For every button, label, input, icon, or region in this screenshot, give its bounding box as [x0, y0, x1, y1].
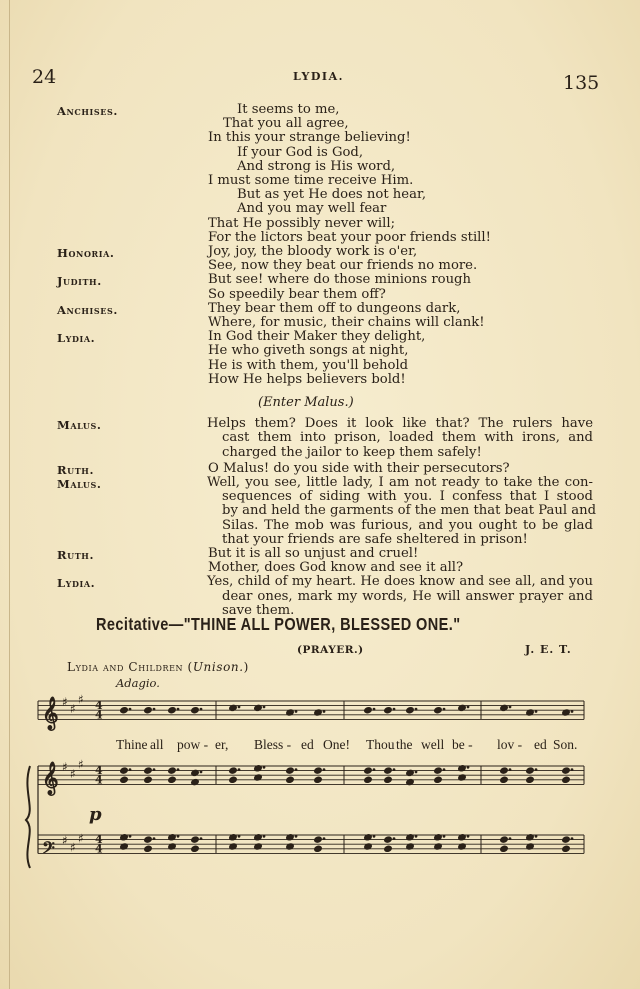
note-dot: [263, 835, 265, 837]
note-head: [384, 836, 393, 843]
dialogue-line: But as yet He does not hear,: [237, 187, 427, 203]
time-sig-bottom: 4: [95, 708, 103, 722]
lyric-syllable: all: [150, 737, 164, 752]
speaker-name: Judith.: [57, 274, 102, 289]
speaker-name: Ruth.: [57, 462, 95, 477]
lyric-syllable: Thou: [366, 737, 395, 752]
dialogue-line: That you all agree,: [223, 116, 349, 132]
dialogue-line: But it is all so unjust and cruel!: [208, 546, 419, 561]
note-head: [500, 776, 509, 783]
lyric-syllable: well: [421, 737, 445, 752]
dialogue-line: Helps them? Does it look like that? The rulers have: [207, 416, 593, 432]
note-dot: [443, 708, 445, 710]
note-dot: [263, 766, 265, 768]
note-head: [364, 776, 373, 783]
key-sharp: ♯: [78, 757, 84, 772]
note-dot: [323, 711, 325, 713]
note-head: [500, 767, 509, 774]
lyric-syllable: ed: [534, 737, 547, 752]
note-head: [286, 776, 295, 783]
note-head: [364, 707, 373, 714]
note-dot: [323, 838, 325, 840]
lyric-syllable: Son.: [553, 737, 578, 752]
note-head: [406, 707, 415, 714]
lyric-syllable: Thine: [116, 737, 148, 752]
lyric-syllable: er,: [215, 737, 229, 752]
note-head: [434, 767, 443, 774]
note-dot: [535, 711, 537, 713]
time-sig-bottom: 4: [95, 773, 103, 787]
note-head: [562, 767, 571, 774]
note-head: [562, 845, 571, 852]
note-dot: [415, 835, 417, 837]
dialogue-line: Well, you see, little lady, I am not ready to take the con-: [207, 475, 593, 490]
note-head: [500, 845, 509, 852]
lyric-syllable: the: [396, 737, 413, 752]
voice-staff: [38, 693, 584, 732]
note-head: [168, 776, 177, 783]
dialogue-line: For the lictors beat your poor friends still!: [208, 229, 491, 245]
note-dot: [509, 838, 511, 840]
dialogue-line: That He possibly never will;: [208, 215, 396, 231]
lyric-syllable: pow -: [177, 737, 209, 752]
note-head: [168, 767, 177, 774]
dialogue-line: How He helps believers bold!: [208, 371, 406, 387]
note-dot: [238, 706, 240, 708]
note-dot: [323, 769, 325, 771]
note-head: [144, 776, 153, 783]
note-head: [120, 767, 129, 774]
lyric-syllable: be -: [452, 737, 473, 752]
dialogue-line: sequences of siding with you. I confess that I stood: [222, 489, 593, 505]
speaker-name: Lydia.: [57, 576, 96, 591]
note-head: [144, 845, 153, 852]
recitative-subtitle: (PRAYER.): [297, 644, 364, 656]
dialogue-line: dear ones, mark my words, He will answer prayer and: [222, 588, 593, 604]
note-dot: [295, 769, 297, 771]
dialogue-line: O Malus! do you side with their persecutors?: [208, 460, 510, 476]
treble-staff: [38, 758, 584, 797]
note-dot: [373, 835, 375, 837]
voices-text: Lydia and Children: [67, 660, 184, 674]
note-dot: [295, 835, 297, 837]
note-dot: [415, 771, 417, 773]
recitative-title: Recitative—"THINE ALL POWER, BLESSED ONE.": [96, 614, 461, 634]
speaker-name: Lydia.: [57, 331, 96, 346]
note-dot: [509, 769, 511, 771]
composer-initials: J. E. T.: [525, 643, 572, 656]
note-dot: [129, 769, 131, 771]
key-sharp: ♯: [70, 701, 76, 716]
note-dot: [373, 708, 375, 710]
dialogue-line: He is with them, you'll behold: [208, 357, 409, 373]
note-dot: [415, 708, 417, 710]
page-number: 135: [563, 72, 600, 94]
dialogue-line: See, now they beat our friends no more.: [208, 258, 478, 274]
time-sig-top: 4: [95, 699, 103, 713]
key-sharp: ♯: [70, 766, 76, 781]
speaker-name: Anchises.: [57, 302, 118, 317]
speaker-name: Malus.: [57, 418, 102, 433]
time-sig-top: 4: [95, 764, 103, 778]
key-sharp: ♯: [62, 760, 68, 774]
note-dot: [467, 706, 469, 708]
stage-direction: (Enter Malus.): [258, 395, 354, 410]
section-page-number: 24: [32, 66, 57, 88]
dialogue-line: He who giveth songs at night,: [208, 343, 409, 359]
note-dot: [153, 708, 155, 710]
note-dot: [200, 708, 202, 710]
note-dot: [177, 708, 179, 710]
note-dot: [263, 706, 265, 708]
note-dot: [153, 769, 155, 771]
note-head: [526, 776, 535, 783]
speaker-name: Ruth.: [57, 548, 95, 562]
time-sig-bottom: 4: [95, 842, 103, 856]
note-head: [384, 776, 393, 783]
dialogue-line: In this your strange believing!: [208, 130, 411, 146]
bass-clef: 𝄢: [42, 837, 55, 862]
dialogue-line: that your friends are safe sheltered in prison!: [222, 531, 528, 547]
note-dot: [393, 708, 395, 710]
note-head: [144, 836, 153, 843]
dialogue-line: Yes, child of my heart. He does know and see all, and you: [207, 574, 593, 590]
dialogue-line: Silas. The mob was furious, and you ought to be glad: [222, 517, 593, 533]
dialogue-line: Mother, does God know and see it all?: [208, 560, 464, 576]
note-head: [144, 707, 153, 714]
note-head: [191, 707, 200, 714]
dialogue-line: by and held the garments of the men that beat Paul and: [222, 503, 597, 519]
note-dot: [467, 766, 469, 768]
key-sharp: ♯: [62, 833, 68, 848]
note-dot: [535, 835, 537, 837]
note-head: [229, 767, 238, 774]
voices-mode: Unison.: [192, 660, 244, 674]
note-dot: [373, 769, 375, 771]
note-head: [191, 845, 200, 852]
note-head: [314, 845, 323, 852]
note-dot: [238, 769, 240, 771]
dialogue-line: They bear them off to dungeons dark,: [208, 300, 461, 316]
note-dot: [238, 835, 240, 837]
note-dot: [153, 838, 155, 840]
lyric-syllable: Bless -: [254, 737, 292, 752]
note-head: [168, 707, 177, 714]
note-head: [229, 776, 238, 783]
dialogue-line: I must some time receive Him.: [208, 173, 414, 188]
dialogue-line: So speedily bear them off?: [208, 286, 386, 302]
note-dot: [443, 769, 445, 771]
dialogue-line: And strong is His word,: [237, 158, 396, 174]
note-head: [286, 767, 295, 774]
note-head: [120, 707, 129, 714]
speaker-name: Malus.: [57, 477, 102, 491]
note-dot: [467, 835, 469, 837]
note-dot: [571, 711, 573, 713]
note-dot: [177, 769, 179, 771]
treble-clef: 𝄞: [42, 761, 59, 795]
note-head: [526, 767, 535, 774]
running-title: LYDIA.: [293, 70, 344, 83]
lyric-syllable: One!: [323, 737, 350, 752]
note-head: [364, 767, 373, 774]
note-dot: [295, 711, 297, 713]
speaker-name: Anchises.: [57, 104, 118, 118]
note-dot: [443, 835, 445, 837]
dialogue-line: But see! where do those minions rough: [208, 272, 471, 288]
time-sig-top: 4: [95, 833, 103, 847]
key-sharp: ♯: [70, 840, 76, 855]
lyric-syllable: ed: [301, 737, 314, 752]
note-head: [314, 767, 323, 774]
note-head: [384, 707, 393, 714]
note-head: [562, 776, 571, 783]
note-head: [191, 836, 200, 843]
tempo-marking: Adagio.: [116, 676, 160, 690]
note-dot: [200, 771, 202, 773]
note-dot: [571, 838, 573, 840]
note-head: [500, 836, 509, 843]
dialogue-line: save them.: [222, 602, 295, 618]
dialogue-line: In God their Maker they delight,: [208, 329, 426, 345]
dialogue-line: Joy, joy, the bloody work is o'er,: [208, 244, 418, 259]
treble-clef: 𝄞: [42, 696, 59, 730]
note-dot: [177, 835, 179, 837]
speaker-name: Honoria.: [57, 246, 115, 260]
note-dot: [393, 769, 395, 771]
piano-brace: [26, 766, 30, 868]
note-head: [434, 776, 443, 783]
dynamic-marking: p: [89, 804, 102, 825]
key-sharp: ♯: [78, 692, 84, 707]
note-head: [434, 707, 443, 714]
note-head: [384, 845, 393, 852]
dialogue-line: If your God is God,: [237, 144, 364, 160]
dialogue-line: cast them into prison, loaded them with irons, and: [222, 430, 593, 446]
lyric-syllable: lov -: [497, 737, 523, 752]
note-dot: [200, 838, 202, 840]
note-dot: [509, 706, 511, 708]
note-dot: [129, 708, 131, 710]
key-sharp: ♯: [62, 695, 68, 709]
note-dot: [535, 769, 537, 771]
note-head: [314, 836, 323, 843]
note-head: [120, 776, 129, 783]
note-head: [144, 767, 153, 774]
note-dot: [393, 838, 395, 840]
voices-label: Lydia and Children (Unison.): [67, 660, 249, 674]
dialogue-line: charged the jailor to keep them safely!: [222, 444, 482, 460]
dialogue-line: And you may well fear: [237, 201, 387, 217]
note-dot: [129, 835, 131, 837]
note-head: [384, 767, 393, 774]
dialogue-line: It seems to me,: [237, 102, 340, 117]
note-head: [562, 836, 571, 843]
dialogue-line: Where, for music, their chains will clank!: [208, 315, 485, 330]
key-sharp: ♯: [78, 831, 84, 846]
note-dot: [571, 769, 573, 771]
note-head: [314, 776, 323, 783]
